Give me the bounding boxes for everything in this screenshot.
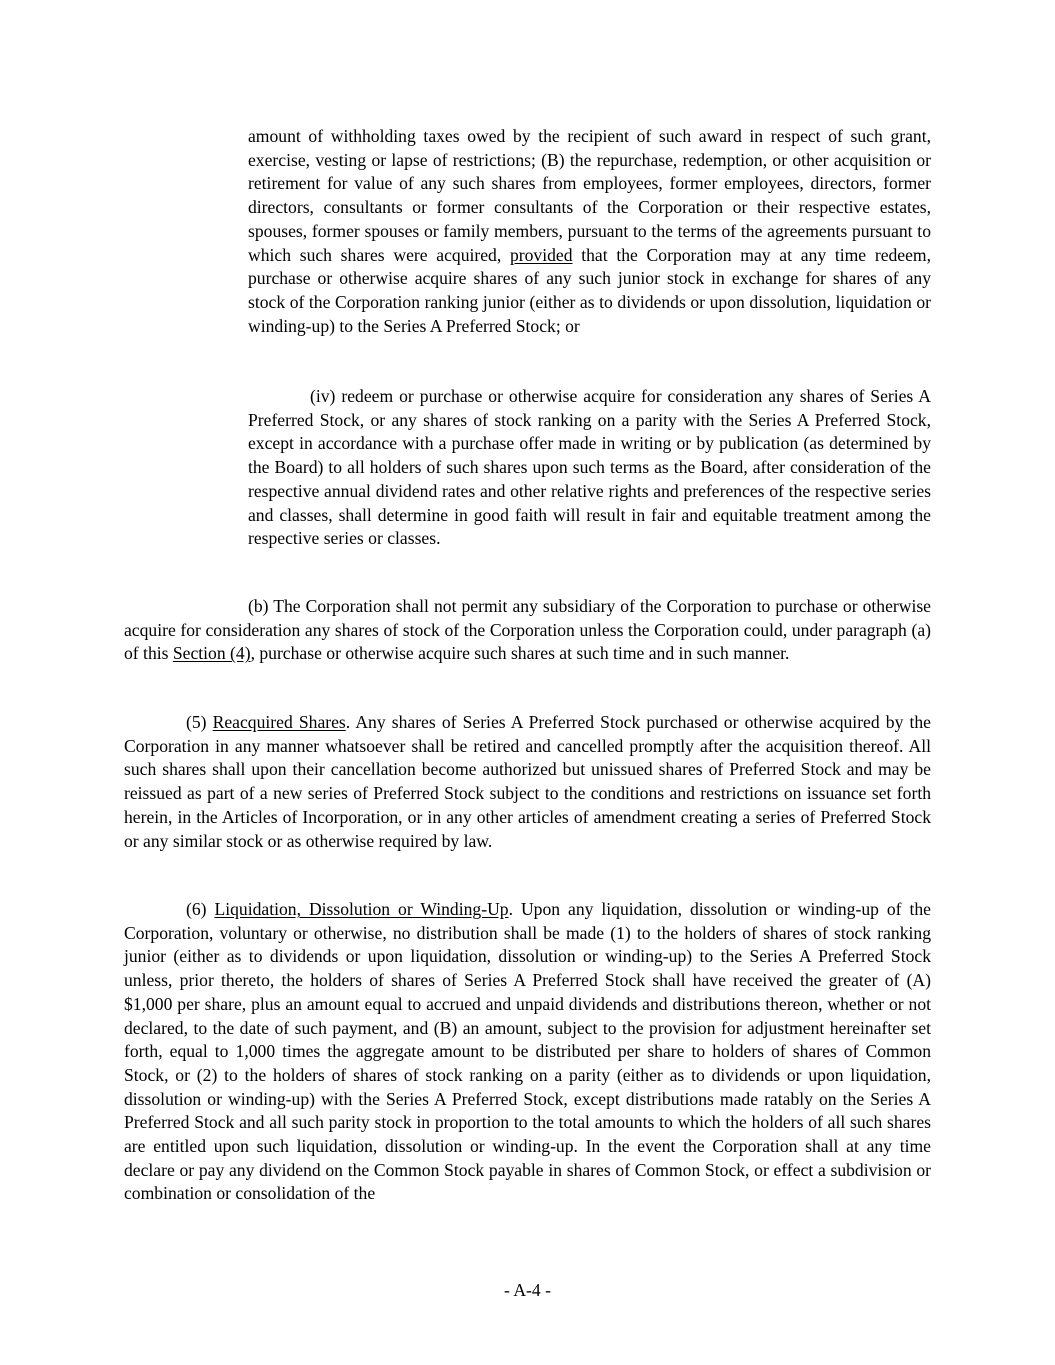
paragraph-text: (iv) redeem or purchase or otherwise acquire for consideration any shares of Series A Preferred Stock, or any shares of stock ranking on a parity with the Series A Preferred Stock, except in accordance with a purchase offer made in writing or by publication (as determined by the Board) to all holders of such shares upon such terms as the Board, after consideration of the respective annual dividend rates and other relative rights and preferences of the respective series and classes, shall determine in good faith will result in fair and equitable treatment among the respective series or classes. [248, 386, 931, 549]
section-heading: Reacquired Shares [212, 712, 346, 732]
paragraph-b-subsidiary [124, 595, 931, 666]
page-number: - A-4 - [504, 1280, 551, 1300]
paragraph-text: . Upon any liquidation, dissolution or winding-up of the Corporation, voluntary or otherwise, no distribution shall be made (1) to the holders of shares of stock ranking junior (either as to dividends or upon liquidation, dissolution or winding-up) to the Series A Preferred Stock unless, prior thereto, the holders of shares of Series A Preferred Stock shall have received the greater of (A) $1,000 per share, plus an amount equal to accrued and unpaid dividends and distributions thereon, whether or not declared, to the date of such payment, and (B) an amount, subject to the provision for adjustment hereinafter set forth, equal to 1,000 times the aggregate amount to be distributed per share to holders of shares of Common Stock, or (2) to the holders of shares of stock ranking on a parity (either as to dividends or upon liquidation, dissolution or winding-up) with the Series A Preferred Stock, except distributions made ratably on the Series A Preferred Stock and all such parity stock in proportion to the total amounts to which the holders of all such shares are entitled upon such liquidation, dissolution or winding-up. In the event the Corporation shall at any time declare or pay any dividend on the Common Stock payable in shares of Common Stock, or effect a subdivision or combination or consolidation of the [124, 899, 931, 1204]
paragraph-text: that the Corporation may at any time redeem, purchase or otherwise acquire shares of any such junior stock in exchange for shares of any stock of the Corporation ranking junior (either as to dividends or upon dissolution, liquidation or winding-up) to the Series A Preferred Stock; or [248, 244, 931, 336]
underlined-term-provided: provided [509, 244, 573, 265]
paragraph-withholding-continuation [248, 125, 931, 338]
section-5-reacquired-shares [124, 711, 931, 853]
section-number: (5) [186, 712, 213, 732]
paragraph-text: , purchase or otherwise acquire such shares at such time and in such manner. [250, 643, 790, 664]
section-heading: Liquidation, Dissolution or Winding-Up [214, 899, 509, 919]
section-number: (6) [186, 899, 215, 919]
paragraph-text: (b) The Corporation shall not permit any subsidiary of the Corporation to purchase or otherwise acquire for consideration any shares of stock of the Corporation unless the Corporation could, under paragraph (a) of this [124, 596, 931, 664]
paragraph-text: amount of withholding taxes owed by the recipient of such award in respect of such grant, exercise, vesting or lapse of restrictions; (B) the repurchase, redemption, or other acquisition or retirement for value of any such shares from employees, former employees, directors, former directors, consultants or former consultants of the Corporation or their respective estates, spouses, former spouses or family members, pursuant to the terms of the agreements pursuant to which such shares were acquired, [248, 126, 931, 265]
section-6-liquidation [124, 898, 931, 1206]
section-reference: Section (4) [172, 643, 251, 664]
paragraph-iv-redeem [248, 385, 931, 551]
paragraph-text: . Any shares of Series A Preferred Stock purchased or otherwise acquired by the Corporation in any manner whatsoever shall be retired and cancelled promptly after the acquisition thereof. All such shares shall upon their cancellation become authorized but unissued shares of Preferred Stock and may be reissued as part of a new series of Preferred Stock subject to the conditions and restrictions on issuance set forth herein, in the Articles of Incorporation, or in any other articles of amendment creating a series of Preferred Stock or any similar stock or as otherwise required by law. [124, 712, 931, 851]
